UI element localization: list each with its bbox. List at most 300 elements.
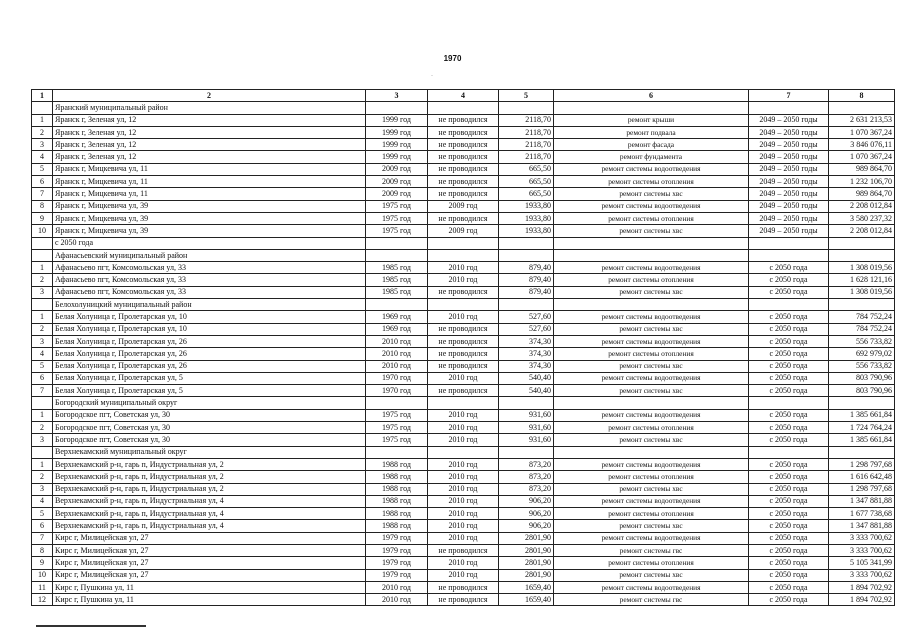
build-year-cell: 2010 год <box>366 335 428 347</box>
area-cell: 527,60 <box>499 311 554 323</box>
last-repair-cell: не проводился <box>428 335 499 347</box>
empty-cell <box>499 397 554 409</box>
area-cell: 2801,90 <box>499 532 554 544</box>
planned-period-cell: с 2050 года <box>749 335 829 347</box>
section-row <box>32 249 895 261</box>
address-cell: Белая Холуница г, Пролетарская ул, 26 <box>53 335 366 347</box>
section-number-cell <box>32 397 53 409</box>
build-year-cell: 2009 год <box>366 188 428 200</box>
area-cell: 906,20 <box>499 520 554 532</box>
last-repair-cell: 2010 год <box>428 458 499 470</box>
table-row <box>32 508 895 520</box>
planned-period-cell: с 2050 года <box>749 581 829 593</box>
column-header-8: 8 <box>829 90 895 102</box>
repair-type-cell: ремонт системы отопления <box>554 212 749 224</box>
cost-cell: 556 733,82 <box>829 360 895 372</box>
planned-period-cell: с 2050 года <box>749 471 829 483</box>
address-cell: Афанасьево пгт, Комсомольская ул, 33 <box>53 274 366 286</box>
address-cell: Яранск г, Мицкевича ул, 39 <box>53 225 366 237</box>
empty-cell <box>366 299 428 311</box>
row-number-cell: 7 <box>32 385 53 397</box>
row-number-cell: 8 <box>32 544 53 556</box>
address-cell: Яранск г, Мицкевича ул, 39 <box>53 212 366 224</box>
empty-cell <box>499 299 554 311</box>
last-repair-cell: 2010 год <box>428 557 499 569</box>
empty-cell <box>428 102 499 114</box>
table-row <box>32 471 895 483</box>
cost-cell: 3 333 700,62 <box>829 532 895 544</box>
empty-cell <box>428 237 499 249</box>
build-year-cell: 2010 год <box>366 360 428 372</box>
address-cell: Афанасьево пгт, Комсомольская ул, 33 <box>53 262 366 274</box>
table-row <box>32 581 895 593</box>
build-year-cell: 1999 год <box>366 151 428 163</box>
address-cell: Кирс г, Милицейская ул, 27 <box>53 557 366 569</box>
area-cell: 527,60 <box>499 323 554 335</box>
empty-cell <box>829 299 895 311</box>
empty-cell <box>749 249 829 261</box>
last-repair-cell: не проводился <box>428 348 499 360</box>
repair-type-cell: ремонт системы водоотведения <box>554 372 749 384</box>
address-cell: Богородское пгт, Советская ул, 30 <box>53 422 366 434</box>
repair-type-cell: ремонт системы хвс <box>554 188 749 200</box>
row-number-cell: 2 <box>32 471 53 483</box>
empty-cell <box>554 446 749 458</box>
table-row <box>32 532 895 544</box>
table-row <box>32 372 895 384</box>
table-row <box>32 176 895 188</box>
cost-cell: 803 790,96 <box>829 385 895 397</box>
build-year-cell: 1975 год <box>366 225 428 237</box>
empty-cell <box>428 446 499 458</box>
last-repair-cell: не проводился <box>428 151 499 163</box>
address-cell: Афанасьево пгт, Комсомольская ул, 33 <box>53 286 366 298</box>
cost-cell: 5 105 341,99 <box>829 557 895 569</box>
table-row <box>32 483 895 495</box>
address-cell: Верхнекамский р-н, гарь п, Индустриальная ул, 4 <box>53 520 366 532</box>
cost-cell: 784 752,24 <box>829 323 895 335</box>
repair-type-cell: ремонт системы водоотведения <box>554 262 749 274</box>
build-year-cell: 1979 год <box>366 532 428 544</box>
planned-period-cell: с 2050 года <box>749 262 829 274</box>
last-repair-cell: не проводился <box>428 581 499 593</box>
planned-period-cell: 2049 – 2050 годы <box>749 114 829 126</box>
page-number: 1970 <box>443 54 462 63</box>
last-repair-cell: не проводился <box>428 139 499 151</box>
last-repair-cell: 2010 год <box>428 508 499 520</box>
empty-cell <box>366 237 428 249</box>
area-cell: 2801,90 <box>499 557 554 569</box>
cost-cell: 1 308 019,56 <box>829 262 895 274</box>
planned-period-cell: с 2050 года <box>749 422 829 434</box>
row-number-cell: 2 <box>32 422 53 434</box>
empty-cell <box>554 237 749 249</box>
cost-cell: 1 298 797,68 <box>829 483 895 495</box>
build-year-cell: 1999 год <box>366 139 428 151</box>
empty-cell <box>749 446 829 458</box>
row-number-cell: 2 <box>32 274 53 286</box>
section-title: с 2050 года <box>53 237 366 249</box>
table-row <box>32 311 895 323</box>
address-cell: Яранск г, Мицкевича ул, 11 <box>53 188 366 200</box>
area-cell: 931,60 <box>499 422 554 434</box>
planned-period-cell: 2049 – 2050 годы <box>749 225 829 237</box>
area-cell: 2118,70 <box>499 151 554 163</box>
empty-cell <box>749 102 829 114</box>
planned-period-cell: с 2050 года <box>749 544 829 556</box>
address-cell: Кирс г, Милицейская ул, 27 <box>53 544 366 556</box>
area-cell: 2118,70 <box>499 126 554 138</box>
last-repair-cell: 2009 год <box>428 225 499 237</box>
empty-cell <box>749 397 829 409</box>
build-year-cell: 1969 год <box>366 311 428 323</box>
row-number-cell: 6 <box>32 176 53 188</box>
build-year-cell: 1985 год <box>366 286 428 298</box>
cost-cell: 1 298 797,68 <box>829 458 895 470</box>
empty-cell <box>554 299 749 311</box>
row-number-cell: 4 <box>32 151 53 163</box>
table-row <box>32 188 895 200</box>
build-year-cell: 1988 год <box>366 508 428 520</box>
column-header-3: 3 <box>366 90 428 102</box>
build-year-cell: 1988 год <box>366 458 428 470</box>
empty-cell <box>829 397 895 409</box>
planned-period-cell: с 2050 года <box>749 360 829 372</box>
repair-type-cell: ремонт подвала <box>554 126 749 138</box>
cost-cell: 2 631 213,53 <box>829 114 895 126</box>
last-repair-cell: не проводился <box>428 360 499 372</box>
table-row <box>32 458 895 470</box>
last-repair-cell: 2010 год <box>428 569 499 581</box>
area-cell: 540,40 <box>499 372 554 384</box>
footer-rule <box>36 625 146 627</box>
row-number-cell: 6 <box>32 520 53 532</box>
area-cell: 665,50 <box>499 163 554 175</box>
empty-cell <box>829 237 895 249</box>
repair-type-cell: ремонт системы отопления <box>554 557 749 569</box>
table-row <box>32 323 895 335</box>
planned-period-cell: 2049 – 2050 годы <box>749 163 829 175</box>
table-row <box>32 139 895 151</box>
repair-type-cell: ремонт фундамента <box>554 151 749 163</box>
last-repair-cell: не проводился <box>428 163 499 175</box>
last-repair-cell: не проводился <box>428 323 499 335</box>
repair-type-cell: ремонт системы отопления <box>554 274 749 286</box>
last-repair-cell: не проводился <box>428 385 499 397</box>
table-row <box>32 385 895 397</box>
planned-period-cell: с 2050 года <box>749 483 829 495</box>
area-cell: 540,40 <box>499 385 554 397</box>
planned-period-cell: с 2050 года <box>749 458 829 470</box>
empty-cell <box>499 446 554 458</box>
table-row <box>32 225 895 237</box>
table-row <box>32 360 895 372</box>
planned-period-cell: с 2050 года <box>749 274 829 286</box>
address-cell: Белая Холуница г, Пролетарская ул, 5 <box>53 372 366 384</box>
planned-period-cell: 2049 – 2050 годы <box>749 176 829 188</box>
table-row <box>32 544 895 556</box>
build-year-cell: 1988 год <box>366 520 428 532</box>
address-cell: Яранск г, Мицкевича ул, 39 <box>53 200 366 212</box>
section-number-cell <box>32 249 53 261</box>
last-repair-cell: не проводился <box>428 286 499 298</box>
last-repair-cell: 2009 год <box>428 200 499 212</box>
repair-type-cell: ремонт системы отопления <box>554 348 749 360</box>
build-year-cell: 1969 год <box>366 323 428 335</box>
empty-cell <box>829 249 895 261</box>
row-number-cell: 10 <box>32 569 53 581</box>
build-year-cell: 1979 год <box>366 544 428 556</box>
row-number-cell: 9 <box>32 212 53 224</box>
last-repair-cell: 2010 год <box>428 422 499 434</box>
empty-cell <box>428 249 499 261</box>
build-year-cell: 2009 год <box>366 176 428 188</box>
table-row <box>32 422 895 434</box>
table-row <box>32 262 895 274</box>
build-year-cell: 1975 год <box>366 200 428 212</box>
planned-period-cell: с 2050 года <box>749 385 829 397</box>
empty-cell <box>749 299 829 311</box>
cost-cell: 1 616 642,48 <box>829 471 895 483</box>
last-repair-cell: не проводился <box>428 126 499 138</box>
repair-type-cell: ремонт системы гвс <box>554 594 749 606</box>
planned-period-cell: с 2050 года <box>749 409 829 421</box>
repair-type-cell: ремонт системы водоотведения <box>554 532 749 544</box>
planned-period-cell: с 2050 года <box>749 495 829 507</box>
row-number-cell: 7 <box>32 532 53 544</box>
build-year-cell: 2010 год <box>366 348 428 360</box>
area-cell: 374,30 <box>499 360 554 372</box>
row-number-cell: 1 <box>32 262 53 274</box>
address-cell: Яранск г, Зеленая ул, 12 <box>53 139 366 151</box>
last-repair-cell: не проводился <box>428 114 499 126</box>
cost-cell: 1 232 106,70 <box>829 176 895 188</box>
section-title: Белохолуницкий муниципальный район <box>53 299 366 311</box>
cost-cell: 784 752,24 <box>829 311 895 323</box>
area-cell: 879,40 <box>499 262 554 274</box>
address-cell: Верхнекамский р-н, гарь п, Индустриальная ул, 2 <box>53 458 366 470</box>
last-repair-cell: 2010 год <box>428 274 499 286</box>
address-cell: Верхнекамский р-н, гарь п, Индустриальная ул, 2 <box>53 471 366 483</box>
repair-type-cell: ремонт системы гвс <box>554 544 749 556</box>
row-number-cell: 5 <box>32 508 53 520</box>
repair-type-cell: ремонт крыши <box>554 114 749 126</box>
planned-period-cell: с 2050 года <box>749 348 829 360</box>
address-cell: Яранск г, Зеленая ул, 12 <box>53 114 366 126</box>
empty-cell <box>428 397 499 409</box>
area-cell: 374,30 <box>499 335 554 347</box>
repair-type-cell: ремонт системы отопления <box>554 508 749 520</box>
empty-cell <box>366 102 428 114</box>
address-cell: Белая Холуница г, Пролетарская ул, 10 <box>53 323 366 335</box>
build-year-cell: 1988 год <box>366 471 428 483</box>
planned-period-cell: с 2050 года <box>749 323 829 335</box>
row-number-cell: 2 <box>32 323 53 335</box>
build-year-cell: 1985 год <box>366 262 428 274</box>
table-row <box>32 200 895 212</box>
cost-cell: 3 846 076,11 <box>829 139 895 151</box>
table-row <box>32 348 895 360</box>
address-cell: Белая Холуница г, Пролетарская ул, 10 <box>53 311 366 323</box>
address-cell: Яранск г, Мицкевича ул, 11 <box>53 163 366 175</box>
table-row <box>32 594 895 606</box>
row-number-cell: 1 <box>32 458 53 470</box>
table-row <box>32 569 895 581</box>
table-row <box>32 212 895 224</box>
planned-period-cell: 2049 – 2050 годы <box>749 126 829 138</box>
build-year-cell: 2010 год <box>366 594 428 606</box>
last-repair-cell: не проводился <box>428 594 499 606</box>
build-year-cell: 1975 год <box>366 434 428 446</box>
last-repair-cell: не проводился <box>428 544 499 556</box>
repair-type-cell: ремонт системы водоотведения <box>554 311 749 323</box>
row-number-cell: 6 <box>32 372 53 384</box>
repair-type-cell: ремонт фасада <box>554 139 749 151</box>
build-year-cell: 1970 год <box>366 385 428 397</box>
cost-cell: 2 208 012,84 <box>829 200 895 212</box>
cost-cell: 556 733,82 <box>829 335 895 347</box>
empty-cell <box>554 249 749 261</box>
table-row <box>32 126 895 138</box>
cost-cell: 3 580 237,32 <box>829 212 895 224</box>
area-cell: 2118,70 <box>499 139 554 151</box>
address-cell: Яранск г, Зеленая ул, 12 <box>53 126 366 138</box>
repair-type-cell: ремонт системы хвс <box>554 569 749 581</box>
row-number-cell: 1 <box>32 409 53 421</box>
last-repair-cell: 2010 год <box>428 495 499 507</box>
planned-period-cell: с 2050 года <box>749 594 829 606</box>
area-cell: 879,40 <box>499 286 554 298</box>
row-number-cell: 9 <box>32 557 53 569</box>
column-header-2: 2 <box>53 90 366 102</box>
build-year-cell: 1988 год <box>366 483 428 495</box>
area-cell: 931,60 <box>499 434 554 446</box>
section-row <box>32 237 895 249</box>
build-year-cell: 1999 год <box>366 114 428 126</box>
empty-cell <box>366 249 428 261</box>
table-row <box>32 434 895 446</box>
repair-type-cell: ремонт системы хвс <box>554 385 749 397</box>
table-body <box>32 102 895 606</box>
repair-type-cell: ремонт системы отопления <box>554 422 749 434</box>
address-cell: Кирс г, Пушкина ул, 11 <box>53 594 366 606</box>
build-year-cell: 1979 год <box>366 557 428 569</box>
planned-period-cell: с 2050 года <box>749 532 829 544</box>
table-header-row <box>32 90 895 102</box>
last-repair-cell: 2010 год <box>428 372 499 384</box>
last-repair-cell: 2010 год <box>428 434 499 446</box>
build-year-cell: 1979 год <box>366 569 428 581</box>
planned-period-cell: с 2050 года <box>749 434 829 446</box>
repair-type-cell: ремонт системы водоотведения <box>554 495 749 507</box>
row-number-cell: 7 <box>32 188 53 200</box>
repair-type-cell: ремонт системы хвс <box>554 520 749 532</box>
row-number-cell: 4 <box>32 495 53 507</box>
last-repair-cell: 2010 год <box>428 262 499 274</box>
last-repair-cell: не проводился <box>428 212 499 224</box>
section-title: Яранский муниципальный район <box>53 102 366 114</box>
column-header-4: 4 <box>428 90 499 102</box>
row-number-cell: 5 <box>32 360 53 372</box>
cost-cell: 1 070 367,24 <box>829 151 895 163</box>
address-cell: Верхнекамский р-н, гарь п, Индустриальная ул, 2 <box>53 483 366 495</box>
area-cell: 665,50 <box>499 176 554 188</box>
table-row <box>32 495 895 507</box>
planned-period-cell: с 2050 года <box>749 372 829 384</box>
area-cell: 2118,70 <box>499 114 554 126</box>
table-row <box>32 151 895 163</box>
last-repair-cell: 2010 год <box>428 532 499 544</box>
area-cell: 879,40 <box>499 274 554 286</box>
section-number-cell <box>32 237 53 249</box>
area-cell: 1659,40 <box>499 581 554 593</box>
address-cell: Верхнекамский р-н, гарь п, Индустриальная ул, 4 <box>53 508 366 520</box>
address-cell: Богородское пгт, Советская ул, 30 <box>53 409 366 421</box>
column-header-5: 5 <box>499 90 554 102</box>
area-cell: 873,20 <box>499 483 554 495</box>
address-cell: Кирс г, Милицейская ул, 27 <box>53 569 366 581</box>
last-repair-cell: 2010 год <box>428 409 499 421</box>
area-cell: 906,20 <box>499 495 554 507</box>
section-row <box>32 397 895 409</box>
planned-period-cell: с 2050 года <box>749 286 829 298</box>
address-cell: Белая Холуница г, Пролетарская ул, 26 <box>53 348 366 360</box>
area-cell: 665,50 <box>499 188 554 200</box>
repair-type-cell: ремонт системы хвс <box>554 483 749 495</box>
column-header-7: 7 <box>749 90 829 102</box>
repair-type-cell: ремонт системы водоотведения <box>554 335 749 347</box>
repair-type-cell: ремонт системы водоотведения <box>554 458 749 470</box>
repair-type-cell: ремонт системы хвс <box>554 360 749 372</box>
last-repair-cell: 2010 год <box>428 311 499 323</box>
area-cell: 1933,80 <box>499 225 554 237</box>
build-year-cell: 1988 год <box>366 495 428 507</box>
cost-cell: 2 208 012,84 <box>829 225 895 237</box>
planned-period-cell: 2049 – 2050 годы <box>749 188 829 200</box>
section-row <box>32 299 895 311</box>
cost-cell: 1 070 367,24 <box>829 126 895 138</box>
repair-type-cell: ремонт системы хвс <box>554 286 749 298</box>
column-header-6: 6 <box>554 90 749 102</box>
area-cell: 2801,90 <box>499 544 554 556</box>
empty-cell <box>554 397 749 409</box>
cost-cell: 1 628 121,16 <box>829 274 895 286</box>
scan-mark: · <box>431 73 433 79</box>
empty-cell <box>366 397 428 409</box>
empty-cell <box>829 446 895 458</box>
area-cell: 1933,80 <box>499 200 554 212</box>
build-year-cell: 2010 год <box>366 581 428 593</box>
row-number-cell: 3 <box>32 335 53 347</box>
row-number-cell: 2 <box>32 126 53 138</box>
row-number-cell: 1 <box>32 311 53 323</box>
table-row <box>32 163 895 175</box>
row-number-cell: 8 <box>32 200 53 212</box>
table-row <box>32 114 895 126</box>
repair-type-cell: ремонт системы хвс <box>554 225 749 237</box>
repair-type-cell: ремонт системы хвс <box>554 434 749 446</box>
area-cell: 873,20 <box>499 471 554 483</box>
section-row <box>32 446 895 458</box>
area-cell: 374,30 <box>499 348 554 360</box>
empty-cell <box>499 237 554 249</box>
row-number-cell: 12 <box>32 594 53 606</box>
cost-cell: 3 333 700,62 <box>829 569 895 581</box>
section-row <box>32 102 895 114</box>
build-year-cell: 1975 год <box>366 212 428 224</box>
cost-cell: 1 347 881,88 <box>829 495 895 507</box>
last-repair-cell: 2010 год <box>428 520 499 532</box>
